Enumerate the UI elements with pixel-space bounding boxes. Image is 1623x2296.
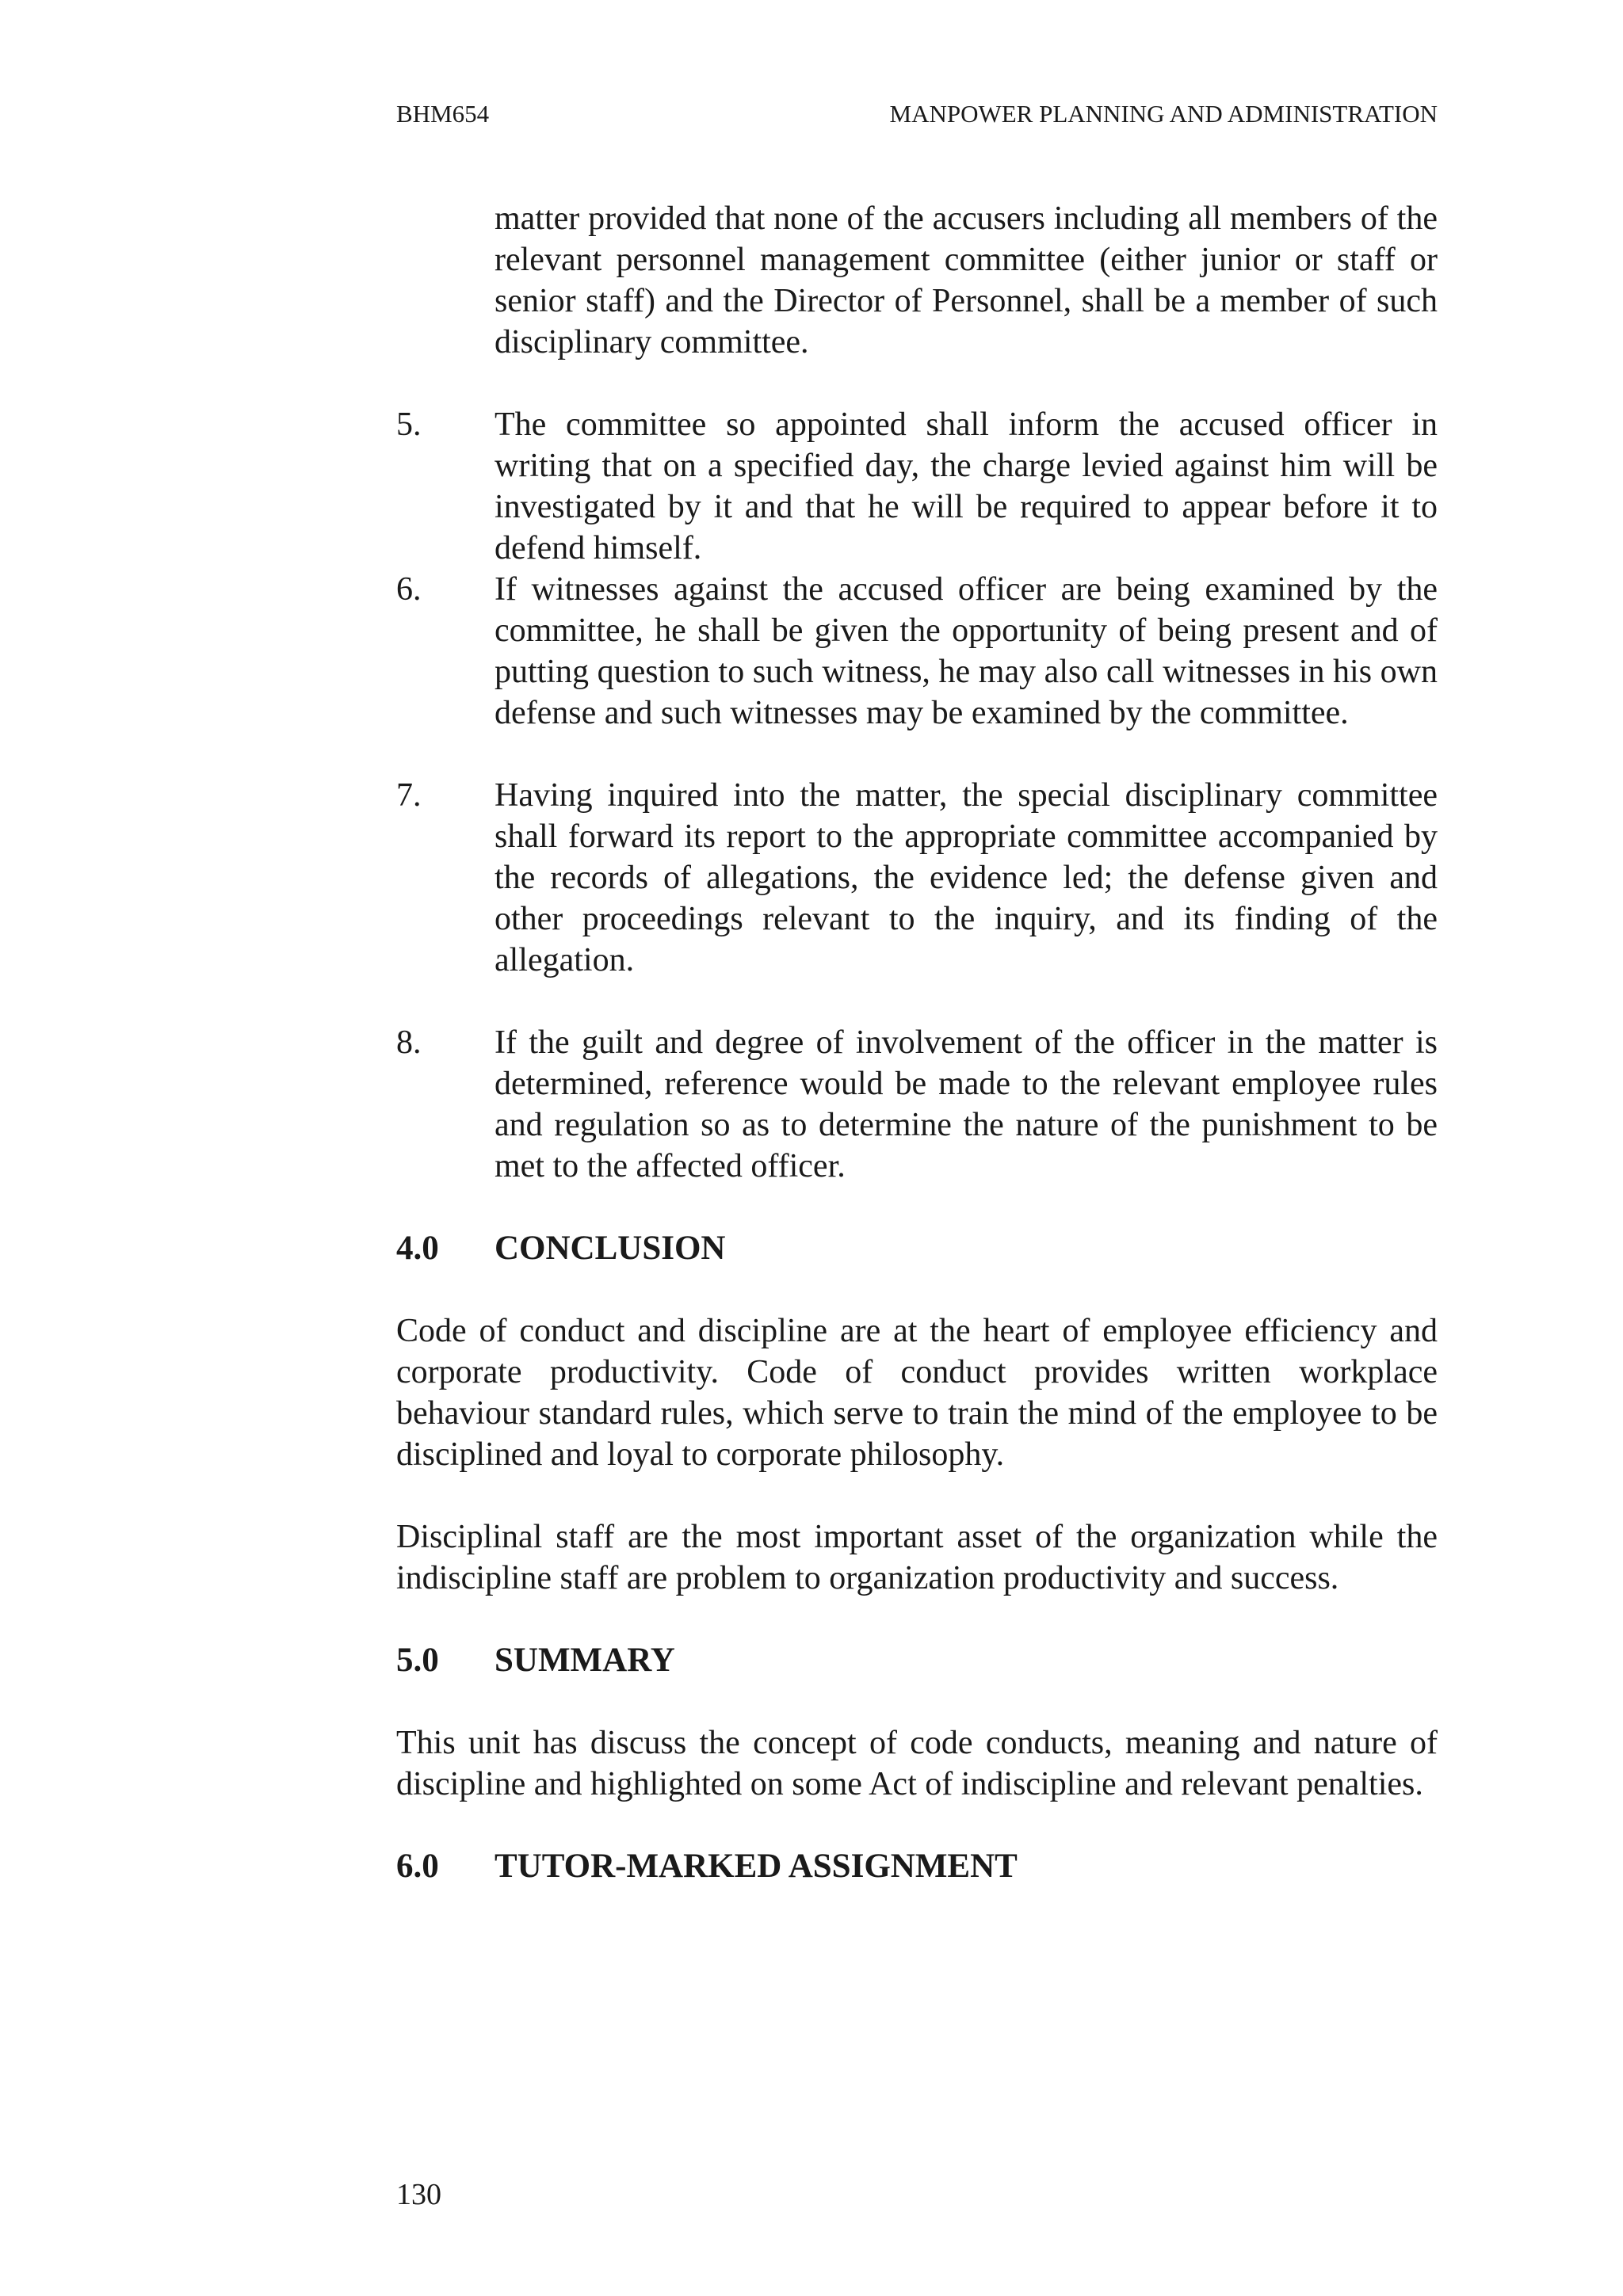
- spacer: [396, 1187, 1438, 1228]
- list-item-text: Having inquired into the matter, the special disciplinary committee shall forward its report to the appropriate committee accompanied by the records of allegations, the evidence led; the defense given and other proceedings relevant to the inquiry, and its finding of the allegation.: [495, 777, 1438, 978]
- section-number: 4.0: [396, 1230, 439, 1267]
- section-heading-tma: [396, 1846, 1438, 1887]
- list-item-text: The committee so appointed shall inform the accused officer in writing that on a specified day, the charge levied against him will be investigated by it and that he will be required to appear before it to defend himself.: [495, 406, 1438, 566]
- course-code: BHM654: [396, 100, 490, 128]
- list-item: [396, 775, 1438, 981]
- conclusion-paragraph: Disciplinal staff are the most important asset of the organization while the indiscipline staff are problem to organization productivity and success.: [396, 1519, 1438, 1596]
- spacer: [396, 1599, 1438, 1640]
- spacer: [396, 1269, 1438, 1310]
- spacer: [396, 1805, 1438, 1846]
- list-item-number: 5.: [396, 406, 422, 443]
- page-body: [396, 198, 1438, 1887]
- section-heading-conclusion: [396, 1228, 1438, 1269]
- section-title: CONCLUSION: [495, 1230, 726, 1267]
- summary-paragraph: This unit has discuss the concept of code conducts, meaning and nature of discipline and highlighted on some Act of indiscipline and relevant penalties.: [396, 1725, 1438, 1802]
- list-item: [396, 1022, 1438, 1187]
- list-item: [396, 569, 1438, 734]
- list-item-text: If witnesses against the accused officer are being examined by the committee, he shall be given the opportunity of being present and of putting question to such witness, he may also call witnesses in his own defense and such witnesses may be examined by the committee.: [495, 571, 1438, 731]
- list-item-number: 6.: [396, 571, 422, 608]
- section-title: TUTOR-MARKED ASSIGNMENT: [495, 1848, 1018, 1885]
- list-item-number: 8.: [396, 1024, 422, 1061]
- spacer: [396, 363, 1438, 404]
- section-number: 5.0: [396, 1642, 439, 1679]
- section-heading-summary: [396, 1640, 1438, 1681]
- list-item: [396, 404, 1438, 569]
- continued-paragraph: matter provided that none of the accusers including all members of the relevant personnel management committee (either junior or staff or senior staff) and the Director of Personnel, shall be a member of such disciplinary committee.: [495, 200, 1438, 360]
- conclusion-paragraph: Code of conduct and discipline are at the heart of employee efficiency and corporate productivity. Code of conduct provides written workplace behaviour standard rules, which serve to train the mind of the employee to be disciplined and loyal to corporate philosophy.: [396, 1313, 1438, 1473]
- page-number: 130: [396, 2178, 441, 2211]
- running-header: [396, 98, 1438, 130]
- section-title: SUMMARY: [495, 1642, 675, 1679]
- spacer: [396, 1475, 1438, 1516]
- course-title: MANPOWER PLANNING AND ADMINISTRATION: [889, 100, 1438, 128]
- spacer: [396, 981, 1438, 1022]
- section-number: 6.0: [396, 1848, 439, 1885]
- list-item-number: 7.: [396, 777, 422, 814]
- spacer: [396, 734, 1438, 775]
- list-item-text: If the guilt and degree of involvement of the officer in the matter is determined, reference would be made to the relevant employee rules and regulation so as to determine the nature of the punishment to be met to the affected officer.: [495, 1024, 1438, 1184]
- spacer: [396, 1681, 1438, 1722]
